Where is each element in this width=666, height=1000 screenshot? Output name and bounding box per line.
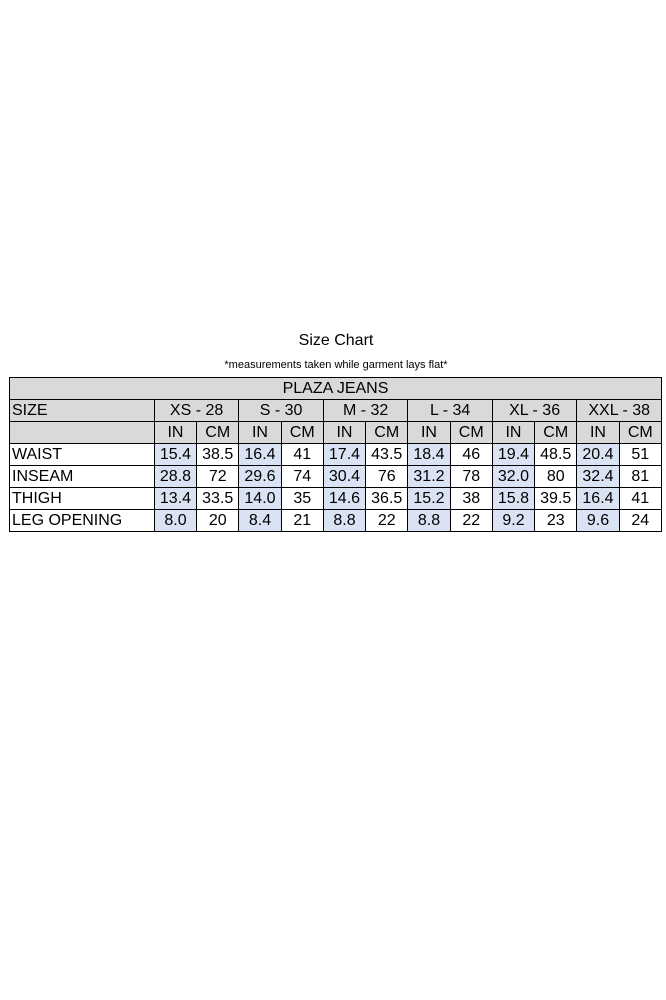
cm-value-cell: 41 [619,488,661,510]
cm-value-cell: 51 [619,444,661,466]
unit-in-header: IN [323,422,365,444]
cm-value-cell: 20 [197,510,239,532]
cm-value-cell: 81 [619,466,661,488]
inch-value-cell: 13.4 [154,488,196,510]
cm-value-cell: 35 [281,488,323,510]
cm-value-cell: 22 [450,510,492,532]
cm-value-cell: 22 [366,510,408,532]
inch-value-cell: 30.4 [323,466,365,488]
inch-value-cell: 17.4 [323,444,365,466]
size-header: XXL - 38 [577,400,662,422]
cm-value-cell: 33.5 [197,488,239,510]
inch-value-cell: 32.0 [492,466,534,488]
size-header: L - 34 [408,400,493,422]
cm-value-cell: 46 [450,444,492,466]
size-header: S - 30 [239,400,324,422]
unit-cm-header: CM [366,422,408,444]
size-header: M - 32 [323,400,408,422]
inch-value-cell: 14.0 [239,488,281,510]
cm-value-cell: 72 [197,466,239,488]
inch-value-cell: 15.2 [408,488,450,510]
inch-value-cell: 8.8 [323,510,365,532]
measurement-rows [10,444,662,532]
cm-value-cell: 24 [619,510,661,532]
unit-in-header: IN [577,422,619,444]
cm-value-cell: 43.5 [366,444,408,466]
cm-value-cell: 38.5 [197,444,239,466]
measurement-label: LEG OPENING [10,510,155,532]
unit-in-header: IN [408,422,450,444]
brand-name: PLAZA JEANS [10,378,662,400]
cm-value-cell: 48.5 [535,444,577,466]
cm-value-cell: 21 [281,510,323,532]
size-header-row [10,400,662,422]
inch-value-cell: 14.6 [323,488,365,510]
measurement-note: *measurements taken while garment lays flat* [224,359,448,371]
inch-value-cell: 31.2 [408,466,450,488]
size-header: XL - 36 [492,400,577,422]
inch-value-cell: 16.4 [239,444,281,466]
unit-cm-header: CM [535,422,577,444]
inch-value-cell: 15.4 [154,444,196,466]
unit-cm-header: CM [619,422,661,444]
unit-label-blank [10,422,155,444]
brand-row [10,378,662,400]
page-title: Size Chart [298,332,374,349]
size-header: XS - 28 [154,400,239,422]
cm-value-cell: 80 [535,466,577,488]
cm-value-cell: 41 [281,444,323,466]
inch-value-cell: 8.0 [154,510,196,532]
unit-cm-header: CM [450,422,492,444]
inch-value-cell: 29.6 [239,466,281,488]
size-chart-table [9,377,662,532]
table-row [10,466,662,488]
unit-cm-header: CM [281,422,323,444]
measurement-label: INSEAM [10,466,155,488]
inch-value-cell: 9.6 [577,510,619,532]
table-row [10,444,662,466]
cm-value-cell: 38 [450,488,492,510]
inch-value-cell: 32.4 [577,466,619,488]
cm-value-cell: 76 [366,466,408,488]
cm-value-cell: 78 [450,466,492,488]
inch-value-cell: 8.4 [239,510,281,532]
inch-value-cell: 8.8 [408,510,450,532]
measurement-label: THIGH [10,488,155,510]
inch-value-cell: 16.4 [577,488,619,510]
inch-value-cell: 9.2 [492,510,534,532]
inch-value-cell: 20.4 [577,444,619,466]
unit-in-header: IN [239,422,281,444]
inch-value-cell: 18.4 [408,444,450,466]
cm-value-cell: 39.5 [535,488,577,510]
table-row [10,488,662,510]
inch-value-cell: 28.8 [154,466,196,488]
unit-cm-header: CM [197,422,239,444]
inch-value-cell: 19.4 [492,444,534,466]
unit-in-header: IN [492,422,534,444]
measurement-label: WAIST [10,444,155,466]
cm-value-cell: 36.5 [366,488,408,510]
unit-in-header: IN [154,422,196,444]
inch-value-cell: 15.8 [492,488,534,510]
cm-value-cell: 74 [281,466,323,488]
table-row [10,510,662,532]
unit-header-row [10,422,662,444]
cm-value-cell: 23 [535,510,577,532]
size-label: SIZE [10,400,155,422]
